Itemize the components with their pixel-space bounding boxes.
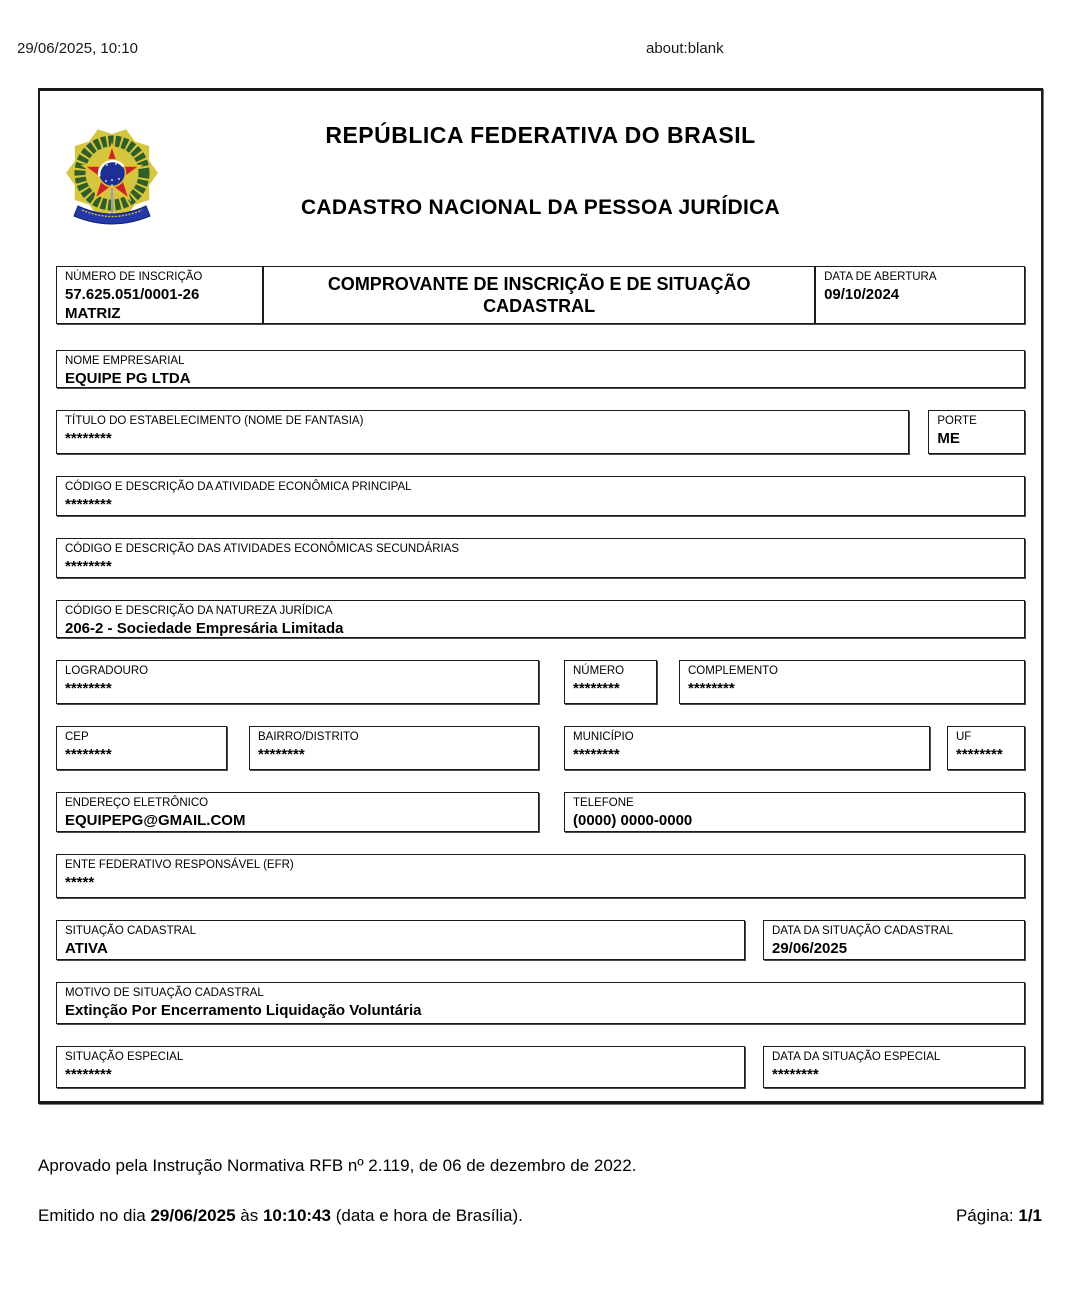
field-numero (564, 660, 657, 704)
row-situacao-especial (56, 1046, 1025, 1088)
row-titulo-porte (56, 410, 1025, 454)
field-label: DATA DA SITUAÇÃO ESPECIAL (772, 1051, 941, 1063)
field-value: ******** (65, 495, 112, 513)
field-value: Extinção Por Encerramento Liquidação Voluntária (65, 1001, 422, 1019)
row-atividade-principal (56, 476, 1025, 516)
emission-line (38, 1206, 1042, 1226)
row-motivo (56, 982, 1025, 1024)
republic-title: REPÚBLICA FEDERATIVA DO BRASIL (325, 122, 756, 148)
field-logradouro (56, 660, 539, 704)
field-motivo-situacao-cadastral (56, 982, 1025, 1024)
row-endereco-2 (56, 726, 1025, 770)
emitted-time: 10:10:43 (262, 1206, 332, 1225)
field-value: 206-2 - Sociedade Empresária Limitada (65, 619, 344, 637)
field-value: EQUIPEPG@GMAIL.COM (65, 811, 246, 829)
brazil-coat-of-arms-icon (62, 129, 162, 231)
field-cep (56, 726, 227, 770)
registry-title: CADASTRO NACIONAL DA PESSOA JURÍDICA (300, 196, 781, 219)
cnpj-certificate (38, 88, 1043, 1104)
field-label: ENDEREÇO ELETRÔNICO (65, 797, 209, 809)
field-value: ******** (65, 429, 112, 447)
field-porte (928, 410, 1025, 454)
field-label: SITUAÇÃO CADASTRAL (65, 925, 196, 937)
document-header (56, 91, 1025, 263)
field-complemento (679, 660, 1025, 704)
row-efr (56, 854, 1025, 898)
field-endereco-eletronico (56, 792, 539, 832)
field-label: NOME EMPRESARIAL (65, 355, 185, 367)
certificate-title: COMPROVANTE DE INSCRIÇÃO E DE SITUAÇÃO CADASTRAL (263, 266, 815, 324)
field-label: SITUAÇÃO ESPECIAL (65, 1051, 184, 1063)
field-value: ******** (65, 679, 112, 697)
field-bairro-distrito (249, 726, 539, 770)
field-label: DATA DE ABERTURA (824, 271, 937, 283)
field-situacao-cadastral (56, 920, 745, 960)
emitted-date: 29/06/2025 (150, 1206, 236, 1225)
field-label: COMPLEMENTO (688, 665, 778, 677)
field-value: ME (937, 429, 960, 447)
field-uf (947, 726, 1025, 770)
field-label: UF (956, 731, 972, 743)
field-data-situacao-cadastral (763, 920, 1025, 960)
emitted-suffix: (data e hora de Brasília). (331, 1206, 523, 1225)
field-label: TÍTULO DO ESTABELECIMENTO (NOME DE FANTASIA) (65, 415, 364, 427)
field-value: ******** (956, 745, 1003, 763)
field-situacao-especial (56, 1046, 745, 1088)
field-label: MOTIVO DE SITUAÇÃO CADASTRAL (65, 987, 264, 999)
field-municipio (564, 726, 930, 770)
field-nome-empresarial (56, 350, 1025, 388)
field-atividades-secundarias (56, 538, 1025, 578)
print-datetime: 29/06/2025, 10:10 (17, 40, 138, 57)
field-value: 57.625.051/0001-26 (65, 285, 200, 303)
field-numero-inscricao (56, 266, 263, 324)
field-label: TELEFONE (573, 797, 634, 809)
field-label: DATA DA SITUAÇÃO CADASTRAL (772, 925, 954, 937)
field-label: LOGRADOURO (65, 665, 149, 677)
print-page-title: about:blank (646, 40, 724, 57)
field-value: (0000) 0000-0000 (573, 811, 693, 829)
field-value: ***** (65, 873, 95, 891)
field-label: CÓDIGO E DESCRIÇÃO DAS ATIVIDADES ECONÔMICAS SECUNDÁRIAS (65, 543, 460, 555)
row-endereco-1 (56, 660, 1025, 704)
field-value: 29/06/2025 (772, 939, 848, 957)
row-situacao-cadastral (56, 920, 1025, 960)
emitted-text (38, 1206, 523, 1226)
field-efr (56, 854, 1025, 898)
field-label: ENTE FEDERATIVO RESPONSÁVEL (EFR) (65, 859, 294, 871)
field-branch-value: MATRIZ (65, 304, 121, 322)
field-atividade-principal (56, 476, 1025, 516)
row-atividades-secundarias (56, 538, 1025, 578)
field-label: BAIRRO/DISTRITO (258, 731, 359, 743)
page-indicator (956, 1206, 1042, 1226)
field-value: ******** (573, 679, 620, 697)
row-contato (56, 792, 1025, 832)
page-label: Página: (955, 1206, 1019, 1225)
field-value: ATIVA (65, 939, 108, 957)
field-data-situacao-especial (763, 1046, 1025, 1088)
row-natureza-juridica (56, 600, 1025, 638)
field-natureza-juridica (56, 600, 1025, 638)
row-nome-empresarial (56, 350, 1025, 388)
field-value: ******** (65, 557, 112, 575)
field-label: PORTE (937, 415, 977, 427)
field-data-abertura (815, 266, 1025, 324)
print-header (0, 40, 1080, 60)
emitted-prefix: Emitido no dia (38, 1206, 151, 1225)
field-label: MUNICÍPIO (573, 731, 634, 743)
field-titulo-estabelecimento (56, 410, 909, 454)
field-value: ******** (258, 745, 305, 763)
field-value: ******** (65, 1065, 112, 1083)
field-label: NÚMERO DE INSCRIÇÃO (65, 271, 203, 283)
field-value: 09/10/2024 (824, 285, 900, 303)
field-value: EQUIPE PG LTDA (65, 369, 191, 387)
emitted-middle: às (235, 1206, 263, 1225)
field-label: NÚMERO (573, 665, 625, 677)
field-value: ******** (65, 745, 112, 763)
field-value: ******** (772, 1065, 819, 1083)
approval-note: Aprovado pela Instrução Normativa RFB nº 2.119, de 06 de dezembro de 2022. (38, 1156, 637, 1175)
page-value: 1/1 (1018, 1206, 1042, 1225)
field-label: CÓDIGO E DESCRIÇÃO DA NATUREZA JURÍDICA (65, 605, 333, 617)
field-label: CEP (65, 731, 89, 743)
field-value: ******** (573, 745, 620, 763)
row-identification (56, 266, 1025, 324)
field-label: CÓDIGO E DESCRIÇÃO DA ATIVIDADE ECONÔMICA PRINCIPAL (65, 481, 412, 493)
field-value: ******** (688, 679, 735, 697)
field-telefone (564, 792, 1025, 832)
